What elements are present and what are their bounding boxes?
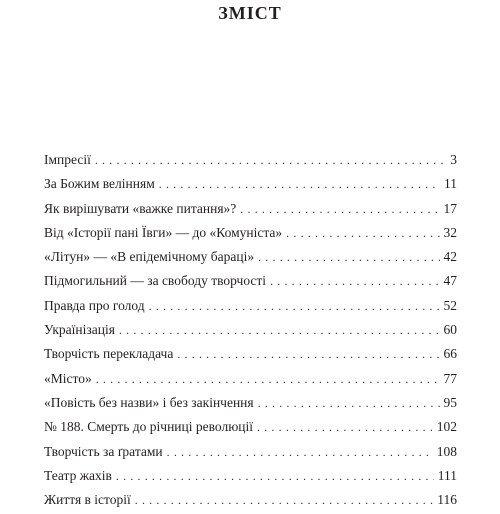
toc-entry-page: 47 bbox=[443, 273, 457, 289]
dot-leader bbox=[159, 174, 440, 194]
dot-leader bbox=[258, 247, 439, 267]
toc-entry-title: Творчість перекладача bbox=[44, 346, 174, 362]
toc-entry-title: № 188. Смерть до річниці революції bbox=[44, 419, 254, 435]
toc-entry-6 bbox=[44, 271, 457, 295]
toc-entry-11 bbox=[44, 393, 457, 417]
toc-entry-title: Як вирішувати «важке питання»? bbox=[44, 200, 237, 216]
dot-leader bbox=[119, 320, 440, 340]
dot-leader bbox=[286, 223, 439, 243]
toc-entry-page: 77 bbox=[443, 370, 457, 386]
toc-entry-title: Імпресії bbox=[44, 152, 91, 167]
toc-entry-title: Від «Історії пані Ївги» — до «Комуніста» bbox=[44, 224, 283, 240]
toc-entry-title: «Літун» — «В епідемічному бараці» bbox=[44, 249, 255, 265]
dot-leader bbox=[116, 466, 434, 486]
toc-entry-9 bbox=[44, 344, 457, 368]
toc-entry-15 bbox=[44, 490, 457, 514]
dot-leader bbox=[270, 271, 439, 291]
toc-entry-7 bbox=[44, 296, 457, 320]
toc-entry-title: Життя в історії bbox=[44, 492, 131, 508]
toc-entry-page: 60 bbox=[443, 322, 457, 338]
dot-leader bbox=[240, 199, 439, 219]
dot-leader bbox=[258, 393, 440, 413]
toc-entry-page: 108 bbox=[436, 443, 457, 459]
toc-entry-title: «Повість без назви» і без закінчення bbox=[44, 394, 254, 410]
dot-leader bbox=[177, 344, 439, 364]
toc-entry-page: 102 bbox=[436, 419, 457, 435]
toc-entry-page: 17 bbox=[443, 200, 457, 216]
toc-entry-title: Творчість за ґратами bbox=[44, 443, 163, 459]
toc-entry-page: 3 bbox=[450, 152, 457, 167]
toc-entry-title: Театр жахів bbox=[44, 467, 112, 483]
toc-entry-14 bbox=[44, 466, 457, 490]
toc-entry-8 bbox=[44, 320, 457, 344]
toc-entry-page: 32 bbox=[443, 224, 457, 240]
toc-entry-title: Правда про голод bbox=[44, 297, 145, 313]
toc-entry-page: 116 bbox=[437, 492, 457, 508]
dot-leader bbox=[149, 296, 440, 316]
toc-entry-13 bbox=[44, 442, 457, 466]
toc-entry-4 bbox=[44, 223, 457, 247]
dot-leader bbox=[257, 417, 433, 437]
toc-entry-page: 111 bbox=[437, 467, 457, 483]
dot-leader bbox=[95, 150, 446, 170]
toc-entry-2 bbox=[44, 174, 457, 198]
toc-entry-page: 66 bbox=[443, 346, 457, 362]
toc-entry-title: «Місто» bbox=[44, 370, 92, 386]
dot-leader bbox=[135, 490, 434, 510]
page-title: ЗМІСТ bbox=[218, 3, 282, 23]
toc-entry-12 bbox=[44, 417, 457, 441]
toc-entry-page: 11 bbox=[444, 176, 457, 192]
toc-entry-3 bbox=[44, 199, 457, 223]
toc-entry-page: 42 bbox=[443, 249, 457, 265]
toc-entry-page: 52 bbox=[443, 297, 457, 313]
toc-entry-title: Підмогильний — за свободу творчості bbox=[44, 273, 267, 289]
toc-entry-title: За Божим велінням bbox=[44, 176, 155, 192]
toc-entry-10 bbox=[44, 369, 457, 393]
toc-entry-title: Українізація bbox=[44, 322, 115, 338]
toc-entry-page: 95 bbox=[443, 394, 457, 410]
toc-entry-1 bbox=[44, 150, 457, 174]
table-of-contents bbox=[44, 150, 457, 514]
dot-leader bbox=[167, 442, 433, 462]
dot-leader bbox=[96, 369, 440, 389]
toc-entry-5 bbox=[44, 247, 457, 271]
